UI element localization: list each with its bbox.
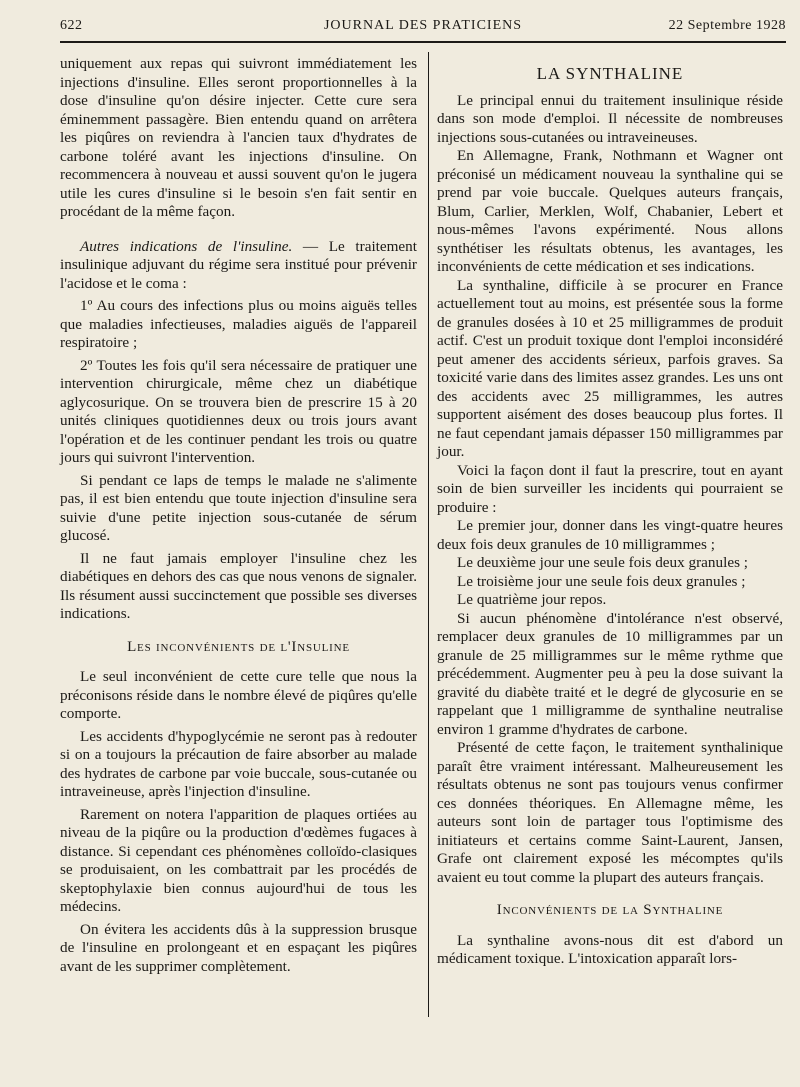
subheading-italic: Autres indications de l'insuline.: [80, 237, 293, 255]
paragraph: Le deuxième jour une seule fois deux granules ;: [457, 554, 749, 571]
paragraph: uniquement aux repas qui suivront immédiatement les injections d'insuline. Elles seront proportionnelles à la dose d'insuline qu'on désire injecter. Cette cure sera éminemment passagère. Bien entendu quand on arrêtera les piqûres on reviendra à l'ancien taux d'hydrates de carbone toléré avant les injections d'insuline. On recommencera à nouveau et aussi souvent qu'on le jugera utile les cures d'insuline si le besoin s'en fait sentir en procédant de la même façon.: [60, 55, 417, 220]
paragraph: Le seul inconvénient de cette cure telle que nous la préconisons réside dans le nombre élevé de piqûres qu'elle comporte.: [60, 668, 417, 722]
paragraph: Le premier jour, donner dans les vingt-quatre heures deux fois deux granules de 10 milligrammes ;: [437, 517, 783, 553]
paragraph: Si pendant ce laps de temps le malade ne s'alimente pas, il est bien entendu que toute injection d'insuline sera suivie d'une petite injection sous-cutanée de sérum glucosé.: [60, 471, 417, 544]
paragraph: Présenté de cette façon, le traitement synthalinique paraît être vraiment intéressant. Malheureusement les résultats obtenus ne sont pas toujours venus confirmer ces données théoriques. En Allemagne même, les auteurs sont loin de partager tous l'optimisme des initiateurs et certains comme Saint-Laurent, Jansen, Grafe ont clairement exposé les mécomptes qu'ils avaient eu tout comme la plupart des auteurs français.: [437, 739, 783, 886]
paragraph: Voici la façon dont il faut la prescrire, tout en ayant soin de bien surveiller les incidents qui pourraient se produire :: [437, 461, 783, 516]
column-divider: [428, 52, 429, 1017]
page-number: 622: [60, 18, 83, 33]
running-header: [60, 18, 786, 40]
paragraph: Rarement on notera l'apparition de plaques ortiées au niveau de la piqûre ou la production d'œdèmes fugaces à distance. Si cependant ces phénomènes colloïdo-clasiques se produisaient, on les combattrait par les procédés de skeptophylaxie bien connus aujourd'hui de tous les médecins.: [60, 805, 417, 915]
paragraph: Le quatrième jour repos.: [457, 591, 607, 608]
section-heading: Les inconvénients de l'Insuline: [127, 638, 350, 655]
paragraph: Il ne faut jamais employer l'insuline chez les diabétiques en dehors des cas que nous venons de signaler. Ils résument aussi succinctement que possible ses diverses indications.: [60, 549, 417, 622]
paragraph: En Allemagne, Frank, Nothmann et Wagner ont préconisé un médicament nouveau la synthaline qui se prend par voie buccale. Quelques auteurs français, Blum, Carlier, Merklen, Wolf, Chabanier, Lebert et nous-mêmes l'avons expérimenté. Nous allons synthétiser les résultats obtenus, les avantages, les inconvénients de cette médication et ses indications.: [437, 147, 783, 275]
right-column: [437, 55, 783, 969]
paragraph: Le principal ennui du traitement insulinique réside dans son mode d'emploi. Il nécessite de nombreuses injections sous-cutanées ou intraveineuses.: [437, 91, 783, 146]
journal-title: JOURNAL DES PRATICIENS: [323, 18, 523, 33]
paragraph: 2º Toutes les fois qu'il sera nécessaire de pratiquer une intervention chirurgicale, même chez un diabétique aglycosurique. On se trouvera bien de prescrire 15 à 20 unités cliniques quotidiennes deux ou trois jours avant l'opération et de les continuer pendant les trois ou quatre jours qui suivront l'intervention.: [60, 356, 417, 466]
header-rule: [60, 41, 786, 43]
paragraph: Le troisième jour une seule fois deux granules ;: [457, 572, 746, 590]
paragraph: La synthaline avons-nous dit est d'abord un médicament toxique. L'intoxication apparaît lors-: [437, 931, 783, 967]
paragraph: Les accidents d'hypoglycémie ne seront pas à redouter si on a toujours la précaution de faire absorber au malade des hydrates de carbone par voie buccale, sous-cutanée ou intraveineuse, après l'injection d'insuline.: [60, 727, 417, 800]
paragraph: Si aucun phénomène d'intolérance n'est observé, remplacer deux granules de 10 milligrammes par un granule de 25 milligrammes sur le même rythme que précédemment. Augmenter peu à peu la dose suivant la gravité du diabète traité et le degré de glycosurie en se rappelant que 1 milligramme de synthaline neutralise environ 1 gramme d'hydrates de carbone.: [437, 609, 783, 738]
left-column: [60, 55, 417, 976]
article-title: LA SYNTHALINE: [536, 64, 684, 83]
paragraph-text: — Le traitement insulinique adjuvant du régime sera institué pour prévenir l'acidose et le coma :: [60, 237, 417, 292]
issue-date: 22 Septembre 1928: [668, 18, 786, 33]
paragraph: La synthaline, difficile à se procurer en France actuellement tout au moins, est présentée sous la forme de granules dosées à 10 et 25 milligrammes de produit actif. C'est un produit toxique dont l'emploi inconsidéré peut amener des accidents sérieux, parfois graves. Sa toxicité varie dans des limites assez grandes. Les uns ont des accidents avec 25 milligrammes, les autres supportent aisément des doses beaucoup plus fortes. Il ne faut cependant jamais dépasser 150 milligrammes par jour.: [437, 276, 783, 460]
paragraph: On évitera les accidents dûs à la suppression brusque de l'insuline en prolongeant et en espaçant les piqûres avant de les supprimer complètement.: [60, 920, 417, 975]
section-heading: Inconvénients de la Synthaline: [496, 902, 724, 918]
paragraph: [60, 238, 417, 294]
paragraph: 1º Au cours des infections plus ou moins aiguës telles que maladies infectieuses, maladies aiguës de l'appareil respiratoire ;: [60, 297, 417, 351]
